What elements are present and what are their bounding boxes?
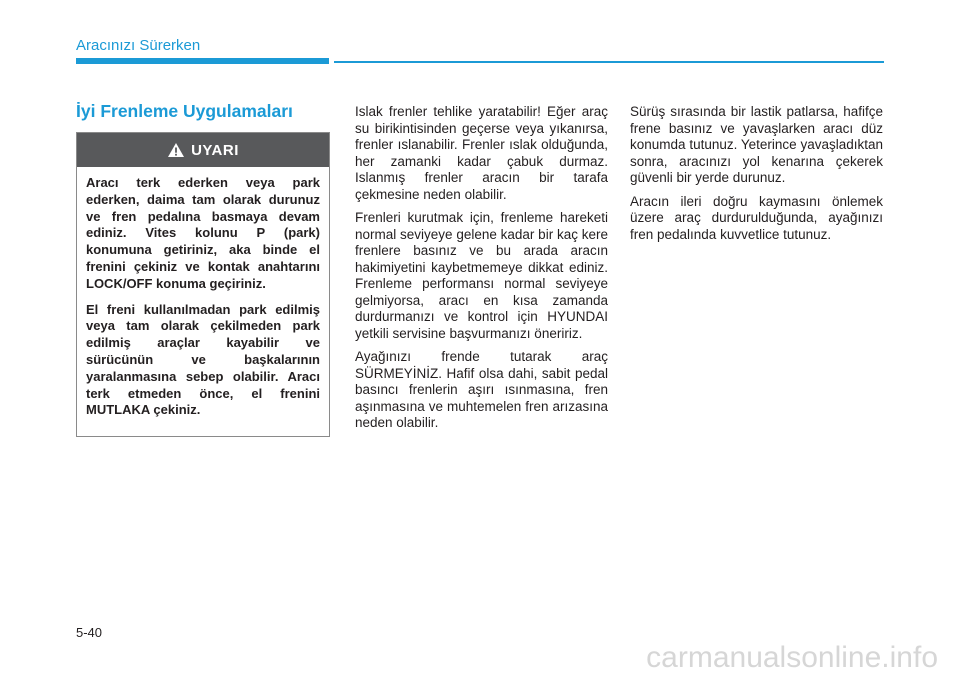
warning-paragraph: Aracı terk ederken veya park ederken, daima tam olarak durunuz ve fren pedalına basmaya devam ediniz. Vites kolunu P (park) konumuna getiriniz, aka binde el frenini çekiniz ve kontak anahtarını LOCK/OFF konuma geçiriniz. [86, 175, 320, 291]
text-column-right [630, 104, 883, 250]
body-paragraph: Islak frenler tehlike yaratabilir! Eğer araç su birikintisinden geçerse veya yıkanırsa, frenler ıslanabilir. Frenler ıslak olduğunda, her zamanki kadar çabuk durmaz. Islanmış frenler aracın bir tarafa çekmesine neden olabilir. [355, 104, 608, 202]
warning-body [77, 167, 329, 419]
warning-paragraph: El freni kullanılmadan park edilmiş veya tam olarak çekilmeden park edilmiş araçlar kayabilir ve sürücünün ve başkalarının yaralanmasına sebep olabilir. Aracı terk etmeden önce, el frenini MUTLAKA çekiniz. [86, 301, 320, 418]
warning-triangle-icon [167, 142, 185, 158]
body-paragraph: Aracın ileri doğru kaymasını önlemek üzere araç durdurulduğunda, ayağınızı fren pedalında kuvvetlice tutunuz. [630, 193, 883, 242]
body-paragraph: Frenleri kurutmak için, frenleme hareketi normal seviyeye gelene kadar bir kaç kere frenlere basınız ve bu arada aracın hakimiyetini kaybetmemeye dikkat ediniz. Frenleme performansı normal seviyeye gelmiyorsa, aracı en kısa zamanda durdurmanızı ve kontrol için HYUNDAI yetkili servisine başvurmanızı öneririz. [355, 210, 608, 341]
warning-header [77, 133, 329, 167]
header-rule-thick [76, 58, 329, 64]
text-column-middle [355, 104, 608, 439]
warning-box [76, 132, 330, 437]
warning-label: UYARI [191, 141, 239, 159]
body-paragraph: Ayağınızı frende tutarak araç SÜRMEYİNİZ. Hafif olsa dahi, sabit pedal basıncı frenlerin aşırı ısınmasına, fren aşınmasına ve muhtemelen fren arızasına neden olabilir. [355, 349, 608, 430]
header-title: Aracınızı Sürerken [76, 37, 201, 54]
page-number: 5-40 [76, 625, 103, 640]
watermark: carmanualsonline.info [646, 641, 938, 674]
header-rule-thin [334, 61, 884, 63]
section-title: İyi Frenleme Uygulamaları [76, 101, 293, 121]
body-paragraph: Sürüş sırasında bir lastik patlarsa, hafifçe frene basınız ve yavaşlarken aracı düz konumda tutunuz. Yeterince yavaşladıktan sonra, aracınızı yol kenarına çekerek güvenli bir yerde durunuz. [630, 104, 883, 185]
